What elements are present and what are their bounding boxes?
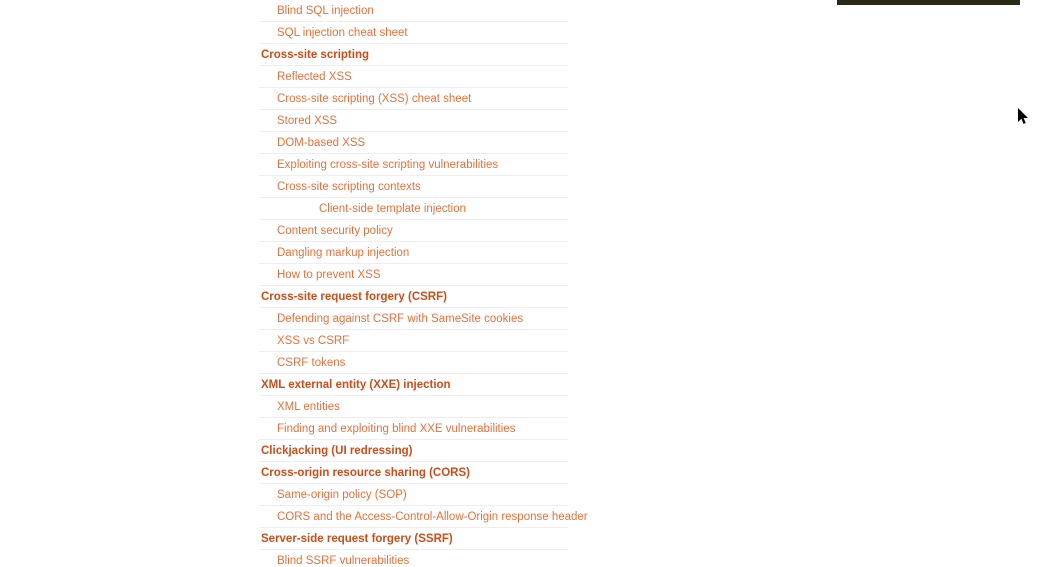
toc-section-link[interactable]: Cross-site request forgery (CSRF)	[261, 291, 447, 303]
toc-item-link[interactable]: XSS vs CSRF	[277, 335, 350, 347]
toc-item-link[interactable]: SQL injection cheat sheet	[277, 27, 408, 39]
toc-row[interactable]	[259, 242, 568, 264]
toc-row[interactable]	[259, 264, 568, 286]
toc-item-link[interactable]: Reflected XSS	[277, 71, 352, 83]
toc-item-link[interactable]: DOM-based XSS	[277, 137, 366, 149]
toc-item-link[interactable]: Blind SQL injection	[277, 5, 374, 17]
toc-item-link[interactable]: Client-side template injection	[319, 203, 467, 215]
toc-section-link[interactable]: Server-side request forgery (SSRF)	[261, 533, 453, 545]
toc-item-link[interactable]: Cross-site scripting contexts	[277, 181, 421, 193]
toc-row[interactable]	[259, 484, 568, 506]
toc-row[interactable]	[259, 132, 568, 154]
toc-row[interactable]	[259, 528, 568, 550]
toc-row[interactable]	[259, 0, 568, 22]
toc-row[interactable]	[259, 286, 568, 308]
toc-row[interactable]	[259, 330, 568, 352]
toc-item-link[interactable]: Stored XSS	[277, 115, 338, 127]
toc-item-link[interactable]: How to prevent XSS	[277, 269, 381, 281]
toc-row[interactable]	[259, 462, 568, 484]
toc-row[interactable]	[259, 110, 568, 132]
toc-row[interactable]	[259, 506, 588, 528]
toc-item-link[interactable]: Exploiting cross-site scripting vulnerabilities	[277, 159, 499, 171]
toc-row[interactable]	[259, 22, 568, 44]
top-bar-fragment	[837, 0, 1020, 5]
toc-row[interactable]	[259, 550, 568, 567]
toc-row[interactable]	[259, 308, 568, 330]
toc-row[interactable]	[259, 88, 568, 110]
toc-item-link[interactable]: CSRF tokens	[277, 357, 346, 369]
toc-item-link[interactable]: Finding and exploiting blind XXE vulnerabilities	[277, 423, 516, 435]
toc-item-link[interactable]: Same-origin policy (SOP)	[277, 489, 407, 501]
toc-row[interactable]	[259, 352, 568, 374]
toc-item-link[interactable]: CORS and the Access-Control-Allow-Origin response header	[277, 511, 588, 523]
toc-section-link[interactable]: Cross-site scripting	[261, 49, 369, 61]
toc-item-link[interactable]: Blind SSRF vulnerabilities	[277, 555, 410, 567]
toc-row[interactable]	[259, 440, 568, 462]
table-of-contents	[259, 0, 588, 567]
toc-item-link[interactable]: Dangling markup injection	[277, 247, 410, 259]
toc-item-link[interactable]: Defending against CSRF with SameSite cookies	[277, 313, 524, 325]
toc-section-link[interactable]: Cross-origin resource sharing (CORS)	[261, 467, 470, 479]
toc-row[interactable]	[259, 176, 568, 198]
toc-section-link[interactable]: XML external entity (XXE) injection	[261, 379, 451, 391]
toc-item-link[interactable]: XML entities	[277, 401, 340, 413]
toc-row[interactable]	[259, 418, 568, 440]
toc-row[interactable]	[259, 198, 568, 220]
toc-row[interactable]	[259, 154, 568, 176]
toc-row[interactable]	[259, 374, 568, 396]
toc-section-link[interactable]: Clickjacking (UI redressing)	[261, 445, 413, 457]
toc-row[interactable]	[259, 66, 568, 88]
toc-row[interactable]	[259, 220, 568, 242]
toc-item-link[interactable]: Content security policy	[277, 225, 393, 237]
toc-row[interactable]	[259, 396, 568, 418]
mouse-pointer-icon	[1018, 108, 1030, 126]
toc-row[interactable]	[259, 44, 568, 66]
toc-item-link[interactable]: Cross-site scripting (XSS) cheat sheet	[277, 93, 472, 105]
